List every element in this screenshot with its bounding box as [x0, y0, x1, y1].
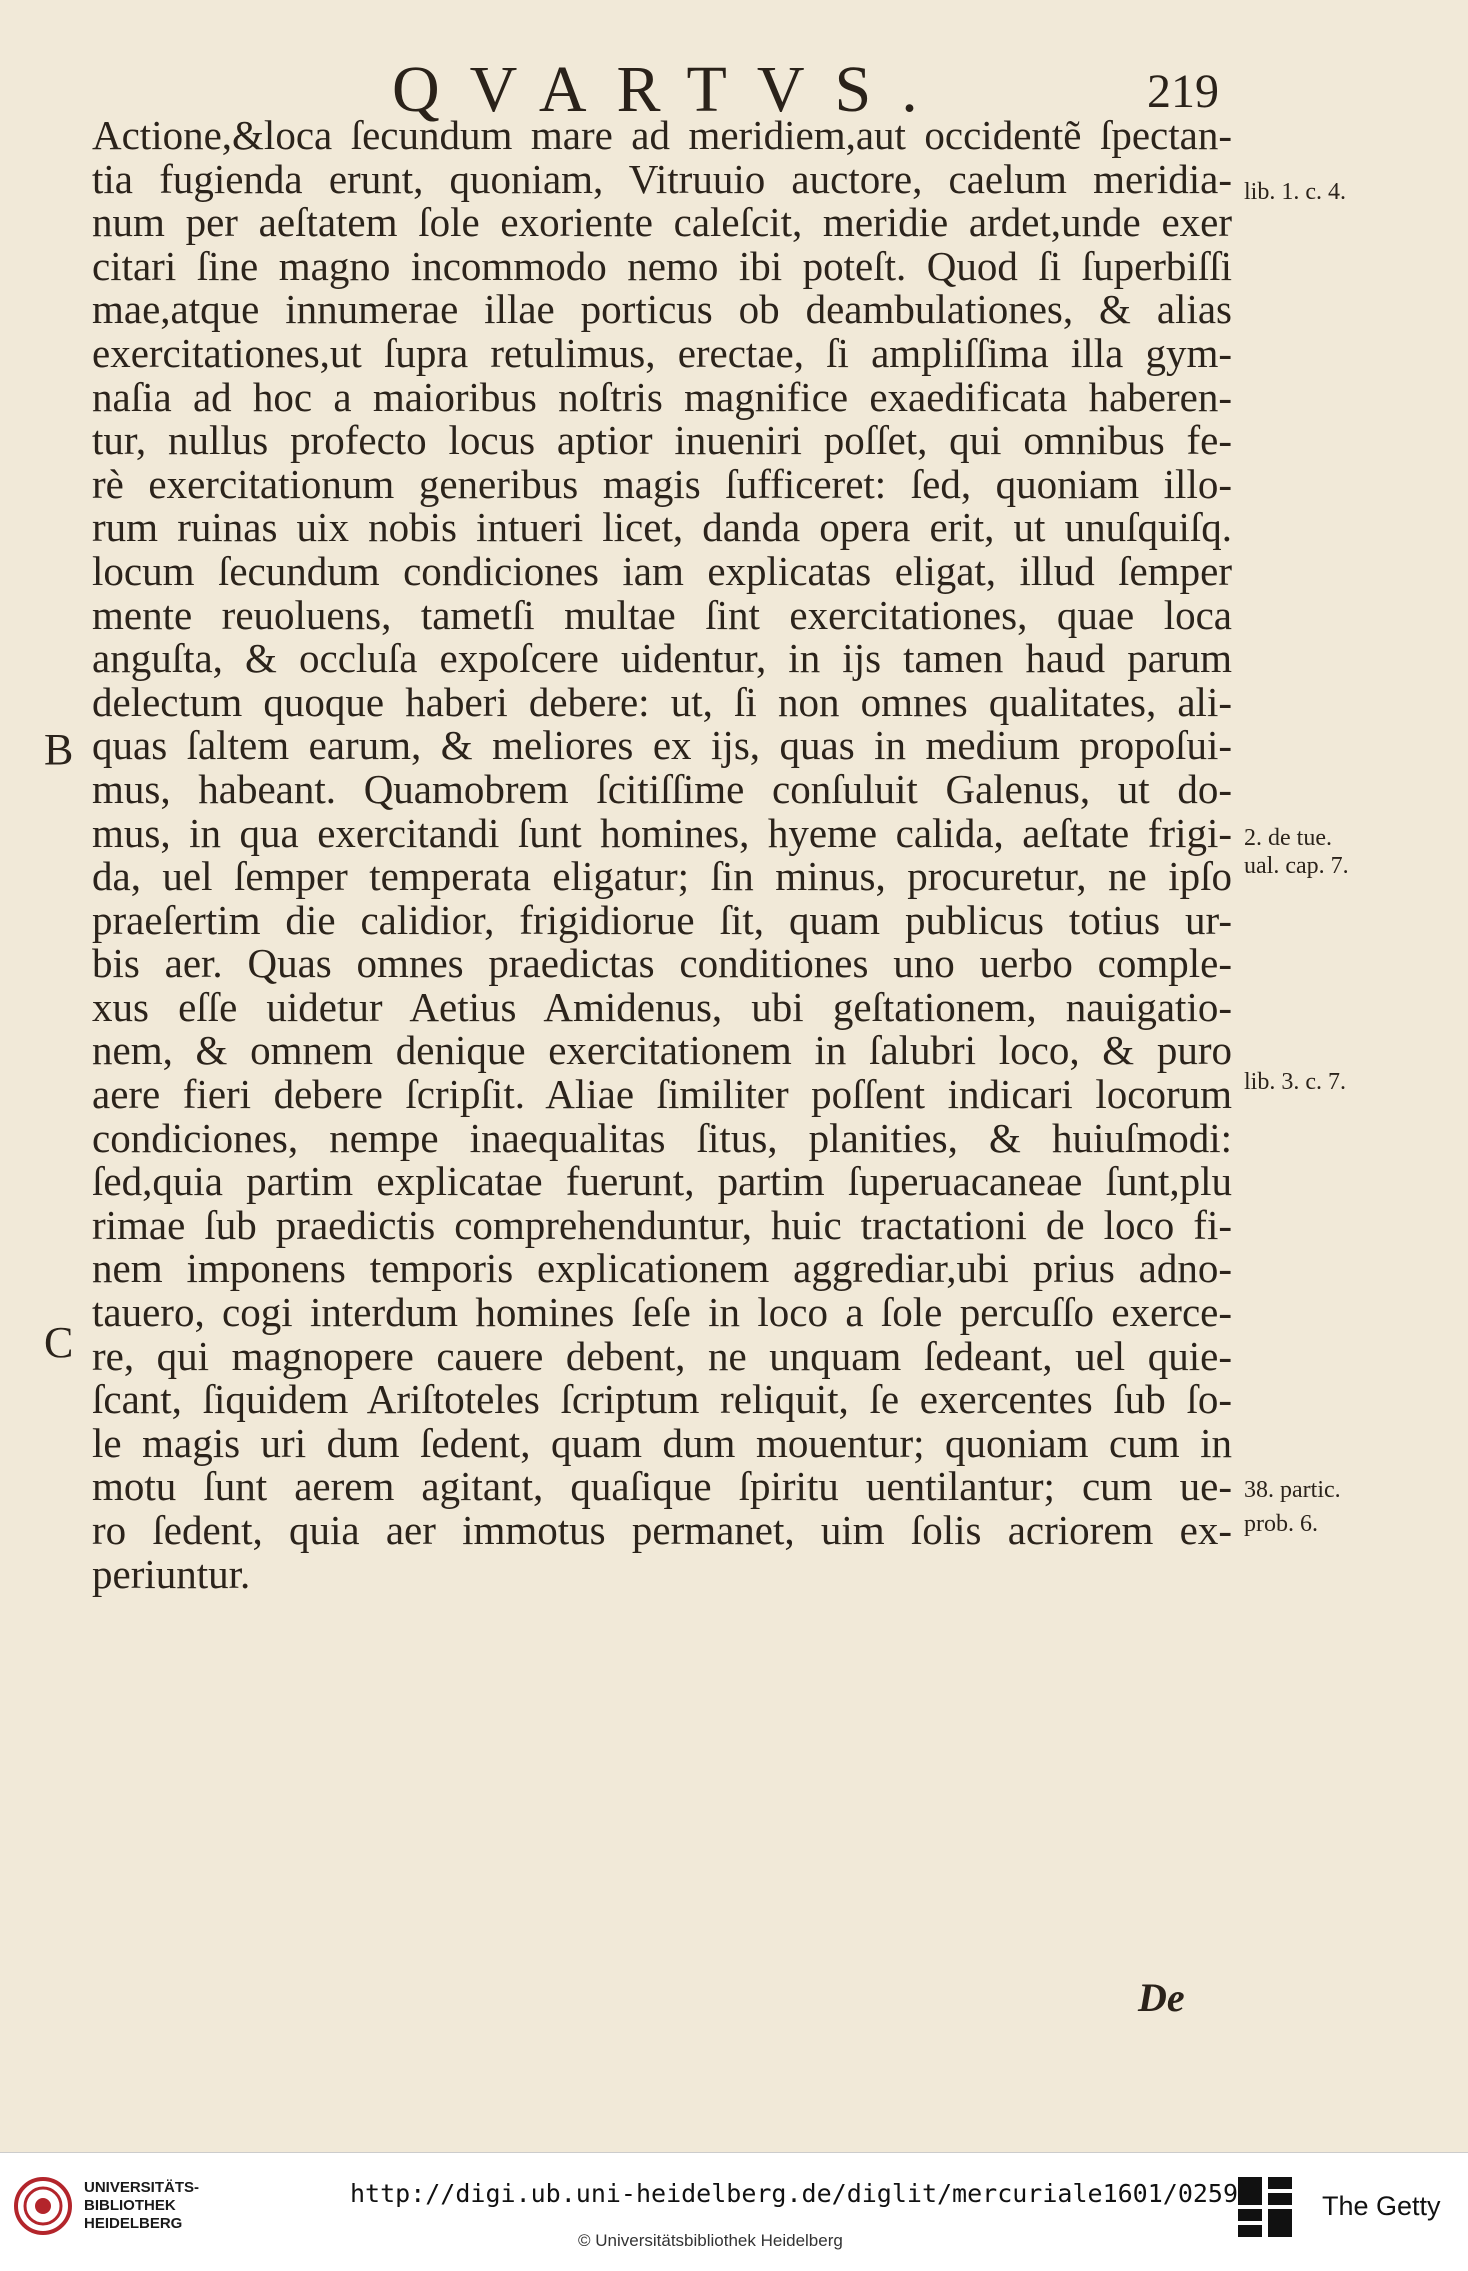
text-line: citari ſine magno incommodo nemo ibi poteſt. Quod ſi ſuperbiſſi — [92, 242, 1232, 289]
text-line: rè exercitationum generibus magis ſufficeret: ſed, quoniam illo- — [92, 460, 1232, 507]
text-line: da, uel ſemper temperata eligatur; ſin minus, procuretur, ne ipſo — [92, 853, 1232, 900]
margin-note: 38. partic. — [1244, 1477, 1341, 1503]
text-line: mente reuoluens, tametſi multae ſint exercitationes, quae loca — [92, 591, 1232, 638]
text-line: delectum quoque haberi debere: ut, ſi non omnes qualitates, ali- — [92, 678, 1232, 725]
text-line: aere fieri debere ſcripſit. Aliae ſimiliter poſſent indicari locorum — [92, 1071, 1232, 1118]
text-line: motu ſunt aerem agitant, quaſique ſpiritu uentilantur; cum ue- — [92, 1463, 1232, 1510]
text-line: ſed,quia partim explicatae fuerunt, partim ſuperuacaneae ſunt,plu — [92, 1158, 1232, 1205]
text-line: condiciones, nempe inaequalitas ſitus, planities, & huiuſmodi: — [92, 1114, 1232, 1161]
text-line: tia fugienda erunt, quoniam, Vitruuio auctore, caelum meridia- — [92, 155, 1232, 202]
text-line: ſcant, ſiquidem Ariſtoteles ſcriptum reliquit, ſe exercentes ſub ſo- — [92, 1376, 1232, 1423]
text-line: mae,atque innumerae illae porticus ob deambulationes, & alias — [92, 286, 1232, 333]
margin-note: lib. 3. c. 7. — [1244, 1069, 1346, 1095]
text-line: exercitationes,ut ſupra retulimus, erectae, ſi ampliſſima illa gym- — [92, 329, 1232, 376]
text-line: anguſta, & occluſa expoſcere uidentur, in ijs tamen haud parum — [92, 635, 1232, 682]
catchword: De — [1138, 1975, 1185, 2020]
section-marker-c: C — [44, 1318, 74, 1367]
section-marker-b: B — [44, 725, 74, 774]
margin-note: ual. cap. 7. — [1244, 853, 1349, 879]
text-line: num per aeſtatem ſole exoriente caleſcit, meridie ardet,unde exer — [92, 199, 1232, 246]
viewer-footer — [0, 2152, 1468, 2271]
text-line: quas ſaltem earum, & meliores ex ijs, quas in medium propoſui- — [92, 722, 1232, 769]
university-seal-icon — [14, 2177, 72, 2235]
getty-logo-icon — [1236, 2175, 1294, 2239]
text-line: xus eſſe uidetur Aetius Amidenus, ubi geſtationem, nauigatio- — [92, 983, 1232, 1030]
margin-note: lib. 1. c. 4. — [1244, 179, 1346, 205]
margin-note: prob. 6. — [1244, 1511, 1318, 1537]
text-line: ro ſedent, quia aer immotus permanet, uim ſolis acriorem ex- — [92, 1507, 1232, 1553]
text-line: bis aer. Quas omnes praedictas conditiones uno uerbo comple- — [92, 940, 1232, 987]
text-line: tauero, cogi interdum homines ſeſe in loco a ſole percuſſo exerce- — [92, 1289, 1232, 1336]
text-line: locum ſecundum condiciones iam explicatas eligat, illud ſemper — [92, 547, 1232, 594]
text-line: Actione,&loca ſecundum mare ad meridiem,aut occidentẽ ſpectan- — [92, 112, 1232, 158]
text-line: le magis uri dum ſedent, quam dum mouentur; quoniam cum in — [92, 1419, 1232, 1466]
text-line: rimae ſub praedictis comprehenduntur, huic tractationi de loco fi- — [92, 1201, 1232, 1248]
text-line: praeſertim die calidior, frigidiorue ſit, quam publicus totius ur- — [92, 896, 1232, 943]
running-title: QVARTVS. — [392, 53, 948, 126]
text-line: tur, nullus profecto locus aptior inueniri poſſet, qui omnibus fe- — [92, 417, 1232, 464]
permalink-url[interactable]: http://digi.ub.uni-heidelberg.de/diglit/mercuriale1601/0259 — [350, 2179, 1239, 2208]
body-text — [92, 114, 1232, 1596]
text-line: nem imponens temporis explicationem aggrediar,ubi prius adno- — [92, 1245, 1232, 1292]
text-line: mus, habeant. Quamobrem ſcitiſſime conſuluit Galenus, ut do- — [92, 765, 1232, 812]
text-line: rum ruinas uix nobis intueri licet, danda opera erit, ut unuſquiſq. — [92, 504, 1232, 551]
text-line: mus, in qua exercitandi ſunt homines, hyeme calida, aeſtate frigi- — [92, 809, 1232, 856]
page-number: 219 — [1147, 65, 1219, 118]
text-line: periuntur. — [92, 1550, 251, 1597]
copyright-notice: © Universitätsbibliothek Heidelberg — [578, 2231, 843, 2250]
margin-note: 2. de tue. — [1244, 825, 1332, 851]
text-line: naſia ad hoc a maioribus noſtris magnifice exaedificata haberen- — [92, 373, 1232, 420]
text-line: nem, & omnem denique exercitationem in ſalubri loco, & puro — [92, 1027, 1232, 1074]
partner-name: The Getty — [1322, 2191, 1441, 2221]
text-line: re, qui magnopere cauere debent, ne unquam ſedeant, uel quie- — [92, 1332, 1232, 1379]
institution-name: UNIVERSITÄTS- BIBLIOTHEK HEIDELBERG — [84, 2179, 200, 2232]
